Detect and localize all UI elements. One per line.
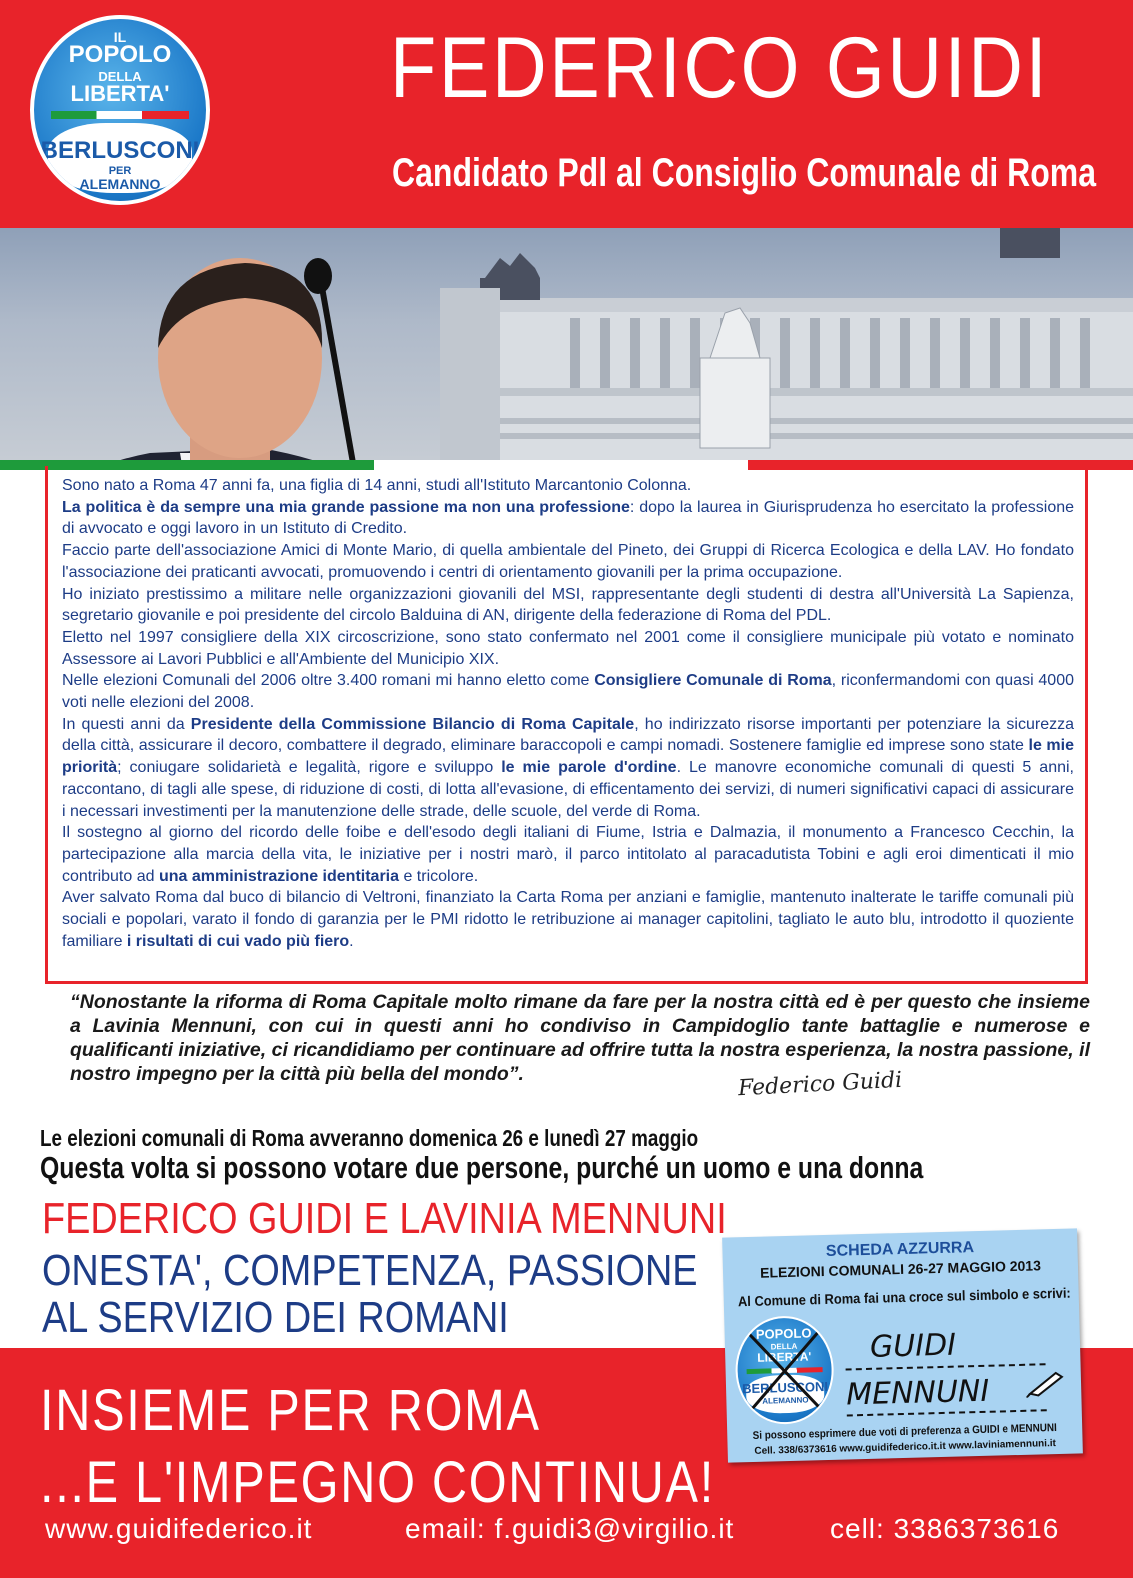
logo-text-della: DELLA — [770, 1341, 798, 1352]
bio-paragraph: Nelle elezioni Comunali del 2006 oltre 3.400 romani mi hanno eletto come Consigliere Comunale di Roma, riconfermandomi con quasi 4000 voti nelle elezioni del 2008. — [62, 672, 1074, 712]
bio-text — [62, 475, 1074, 952]
election-date: Le elezioni comunali di Roma avveranno domenica 26 e lunedì 27 maggio — [40, 1125, 699, 1151]
signature: Federico Guidi — [737, 1067, 903, 1102]
bio-paragraph: Eletto nel 1997 consigliere della XIX circoscrizione, sono stato confermato nel 2001 come il consigliere municipale più votato e nominato Assessore ai Lavori Pubblici e all'Ambiente del Municipio XIX. — [62, 628, 1074, 668]
monument-photo — [0, 228, 1133, 460]
logo-text-alemanno: ALEMANNO — [762, 1395, 809, 1406]
logo-text-popolo: POPOLO — [755, 1325, 812, 1342]
bio-paragraph: Sono nato a Roma 47 anni fa, una figlia di 14 anni, studi all'Istituto Marcantonio Colonna. — [62, 477, 692, 494]
pen-hand-icon — [1026, 1367, 1067, 1398]
bio-paragraph: Faccio parte dell'associazione Amici di Monte Mario, di quella ambientale del Pineto, dei Gruppi di Ricerca Ecologica e della LAV. Ho fondato l'associazione dei praticanti avvocati, promuovendo i centri di orientamento giovanili per la prima occupazione. — [62, 542, 1074, 581]
ballot-note: Si possono esprimere due voti di preferenza a GUIDI e MENNUNI — [752, 1421, 1057, 1442]
ballot-card — [722, 1228, 1083, 1462]
slogan-line-1: INSIEME PER ROMA — [40, 1378, 541, 1443]
ballot-cross-mark — [736, 1317, 833, 1423]
election-rule: Questa volta si possono votare due persone, purché un uomo e una donna — [40, 1150, 924, 1185]
logo-text-popolo: POPOLO — [68, 41, 172, 68]
bio-paragraph: Il sostegno al giorno del ricordo delle foibe e dell'esodo degli italiani di Fiume, Istria e Dalmazia, il monumento a Francesco Cecchin, la partecipazione alla marcia della vita, le iniziative per i nostri marò, il parco intitolato al paracadutista Tobini e agli eroi dimenticati il mio contributo ad una amministrazione identitaria e tricolore. — [62, 824, 1074, 885]
bio-paragraph: In questi anni da Presidente della Commissione Bilancio di Roma Capitale, ho indirizzato risorse importanti per potenziare la sicurezza della città, assicurare il decoro, combattere il degrado, eliminare baraccopoli e campi nomadi. Sostenere famiglie ed imprese sono state le mie priorità; coniugare solidarietà e legalità, rigore e sviluppo le mie parole d'ordine. Le manovre economiche comunali di questi 5 anni, raccontano, di tagli alle spese, di riduzione di costi, di lotta all'evasione, di efficentamento dei servizi, di numeri significativi capaci di assicurare i necessari investimenti per la manutenzione delle strade, delle scuole, del verde di Roma. — [62, 715, 1075, 820]
ballot-write-in-guidi: GUIDI — [869, 1327, 957, 1365]
phone-contact: cell: 3386373616 — [830, 1513, 1060, 1544]
ballot-instruction: Al Comune di Roma fai una croce sul simbolo e scrivi: — [737, 1284, 1071, 1310]
bio-paragraph: La politica è da sempre una mia grande passione ma non una professione: dopo la laurea in Giurisprudenza ho esercitato la professione di avvocato e oggi lavoro in un Istituto di Credito. — [62, 498, 1075, 538]
logo-text-berlusconi: BERLUSCONI — [741, 1378, 829, 1397]
ballot-title: SCHEDA AZZURRA — [825, 1239, 975, 1260]
vittoriano-illustration — [440, 228, 1133, 460]
slogan-line-2: ...E L'IMPEGNO CONTINUA! — [40, 1450, 715, 1515]
pdl-logo — [30, 15, 210, 205]
ballot-subtitle: ELEZIONI COMUNALI 26-27 MAGGIO 2013 — [759, 1257, 1042, 1281]
ballot-footer: Cell. 338/6373616 www.guidifederico.it.it www.laviniamennuni.it — [754, 1438, 1057, 1457]
bio-paragraph: Ho iniziato prestissimo a militare nelle organizzazioni giovanili del MSI, rappresentante degli studenti di destra all'Università La Sapienza, segretario giovanile e poi presidente del circolo Balduina di AN, dirigente della federazione di Roma del PDL. — [62, 585, 1074, 625]
motto-line-2: AL SERVIZIO DEI ROMANI — [42, 1293, 509, 1342]
logo-text-berlusconi: BERLUSCONI — [40, 137, 200, 164]
candidates-names: FEDERICO GUIDI E LAVINIA MENNUNI — [42, 1194, 727, 1243]
ballot-write-in-mennuni: MENNUNI — [845, 1373, 990, 1413]
logo-text-liberta: LIBERTA' — [757, 1349, 812, 1365]
logo-text-della: DELLA — [98, 69, 142, 84]
motto-line-1: ONESTA', COMPETENZA, PASSIONE — [42, 1246, 698, 1295]
logo-text-per: PER — [108, 165, 132, 177]
bio-paragraph: Aver salvato Roma dal buco di bilancio di Veltroni, finanziato la Carta Roma per anziani e famiglie, mantenuto inalterate le tariffe comunali più sociali e popolari, varato il fondo di garanzia per le PMI ridotto le retribuzione ai manager capitolini, tagliato le auto blu, introdotto il quoziente familiare i risultati di cui vado più fiero. — [62, 889, 1074, 950]
candidate-quote: “Nonostante la riforma di Roma Capitale molto rimane da fare per la nostra città ed è per questo che insieme a Lavinia Mennuni, con cui in questi anni ho condiviso in Campidoglio tante battaglie e numerose e qualificanti iniziative, ci ricandidiamo per continuare ad offrire tutta la nostra esperienza, la nostra passione, il nostro impegno per la città più bella del mondo”. — [70, 991, 1090, 1085]
email-contact[interactable]: email: f.guidi3@virgilio.it — [405, 1513, 735, 1544]
candidate-subtitle: Candidato Pdl al Consiglio Comunale di Roma — [392, 151, 1097, 195]
logo-text-alemanno: ALEMANNO — [79, 176, 161, 192]
logo-text-il: IL — [113, 29, 127, 45]
candidate-photo — [0, 248, 520, 460]
ballot-pdl-logo — [734, 1315, 835, 1426]
website-link[interactable]: www.guidifederico.it — [45, 1513, 313, 1544]
logo-tricolor — [51, 111, 189, 119]
logo-text-liberta: LIBERTA' — [70, 81, 170, 106]
candidate-name: FEDERICO GUIDI — [390, 20, 1050, 116]
